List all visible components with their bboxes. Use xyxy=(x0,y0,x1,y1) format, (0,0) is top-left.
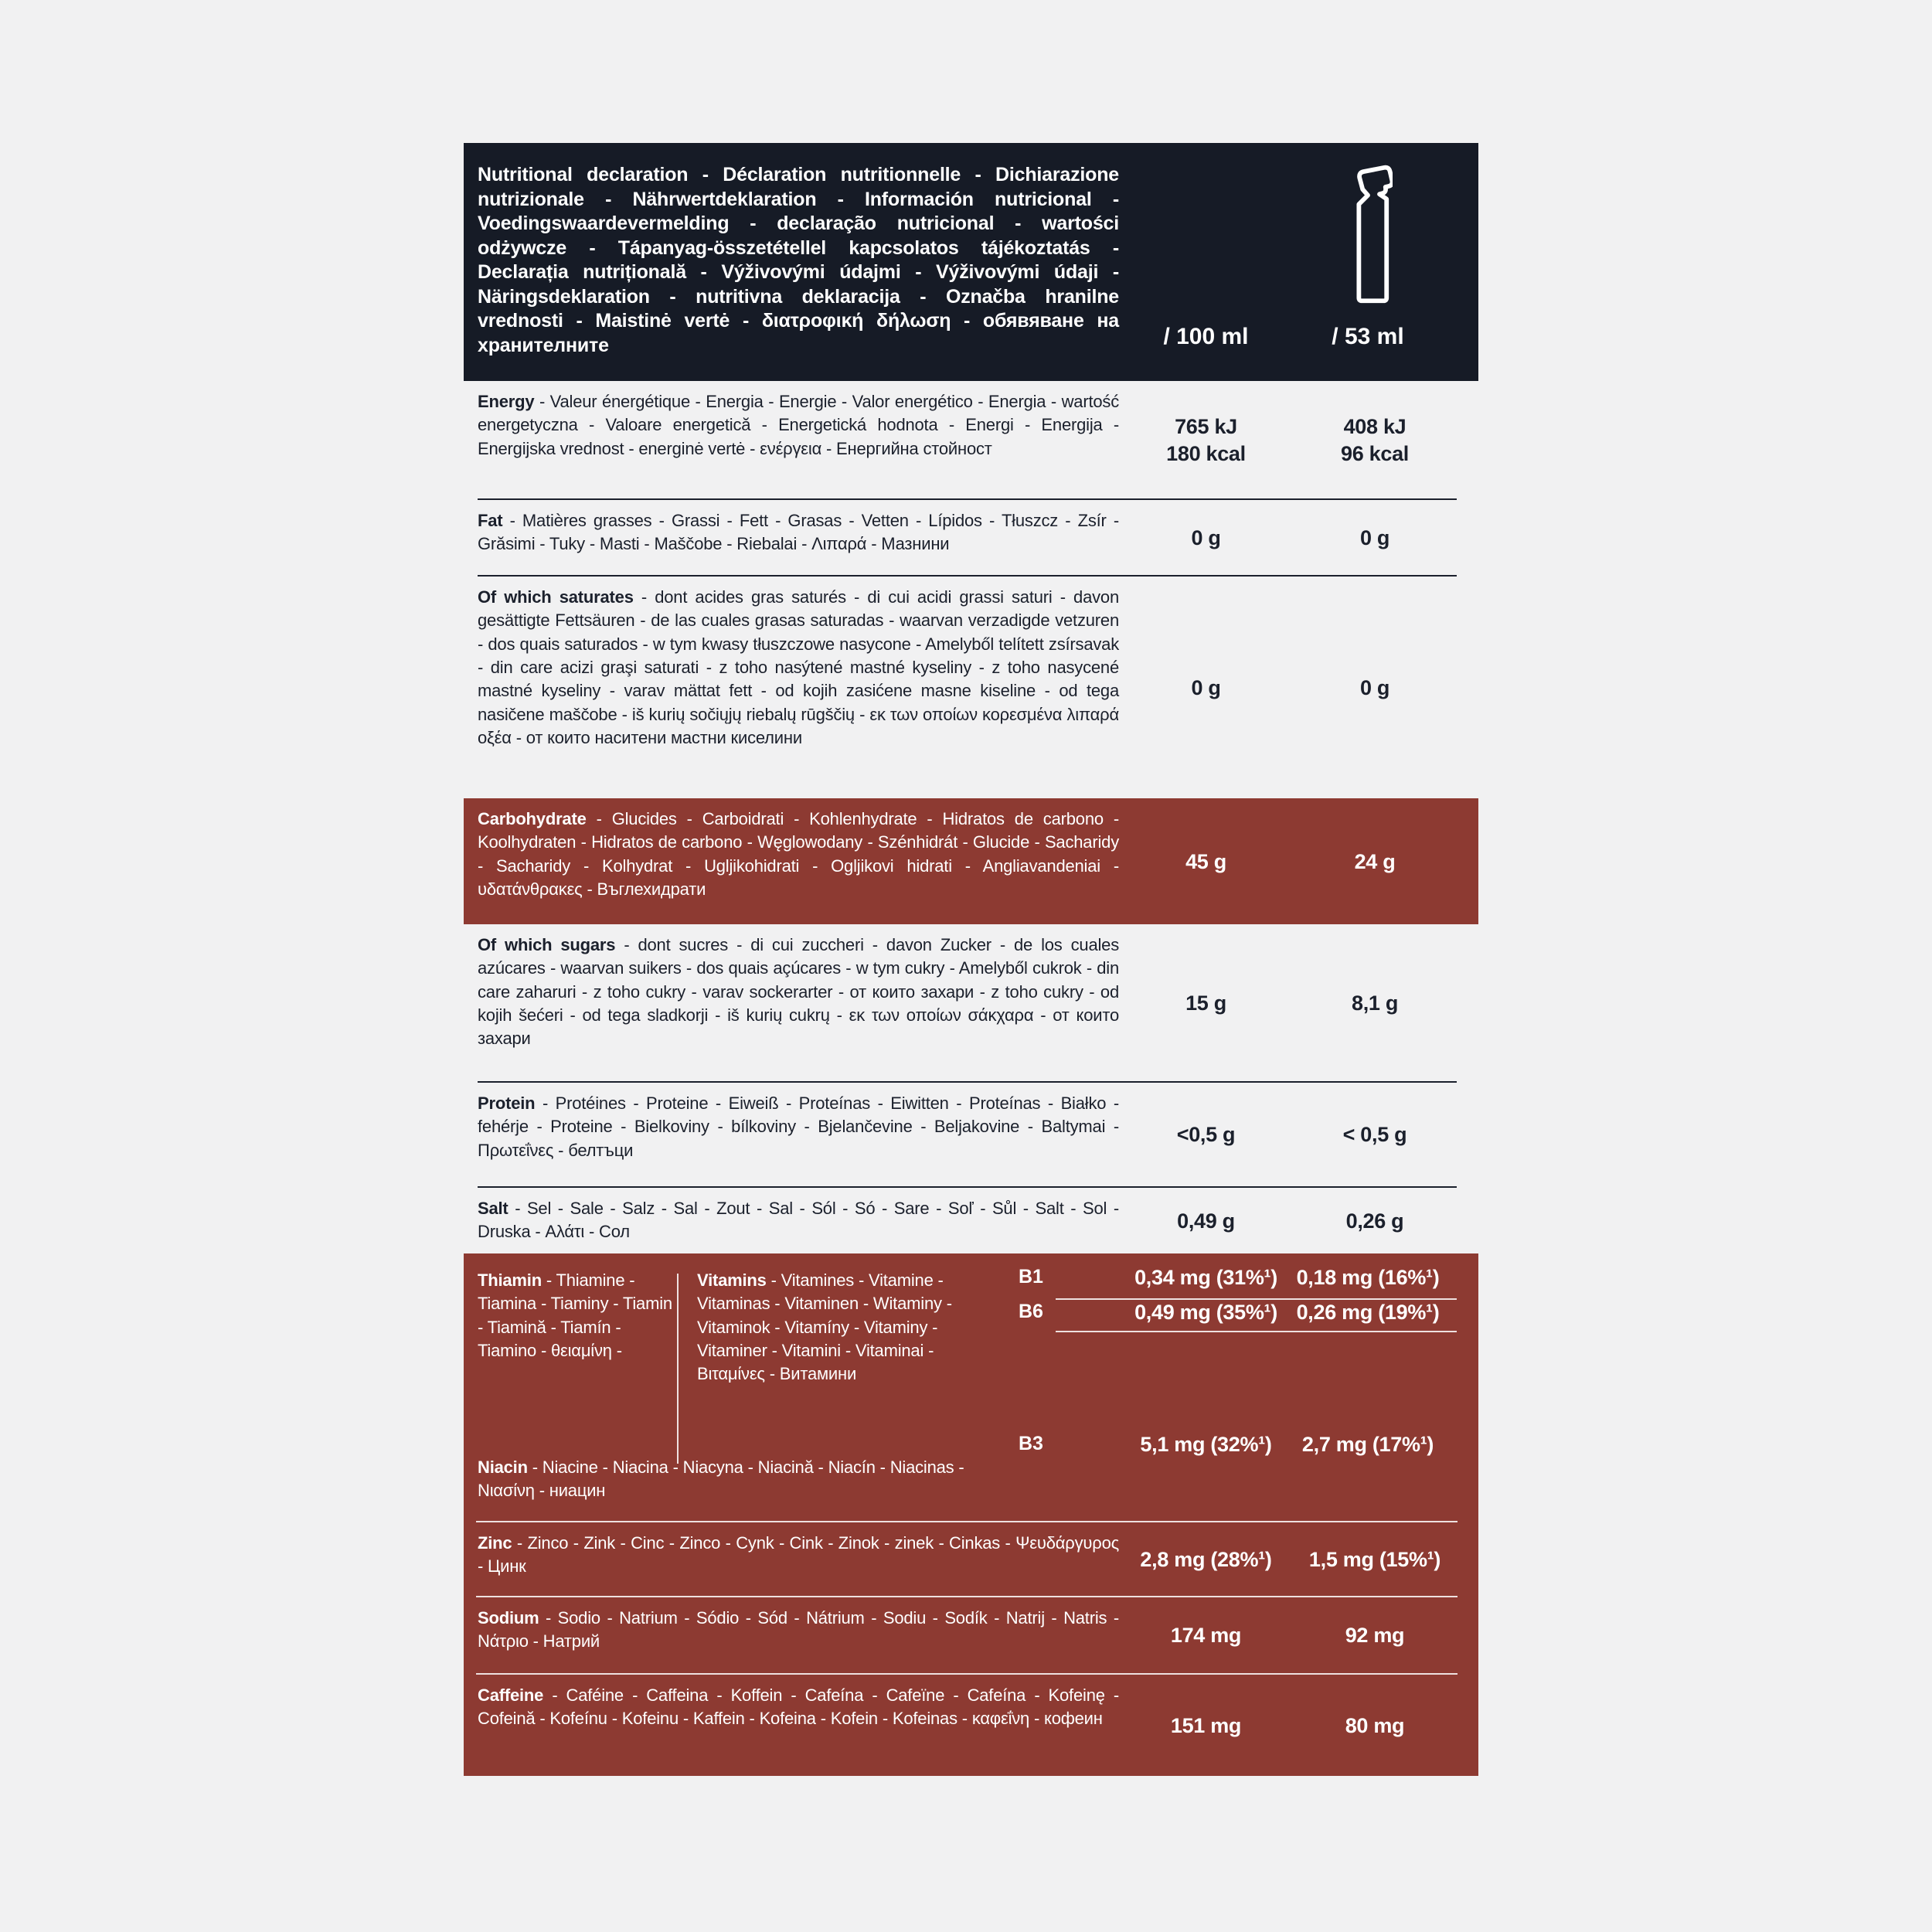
row-label: Of which sugars - dont sucres - di cui zuccheri - davon Zucker - de los cuales azúcares - waarvan suikers - dos quais açúcares - w tym cukry - Amelyből cukrok - din care zaharuri - z toho cukry - varav sockerarter - от които захари - z toho cukry - od kojih šećeri - od tega sladkorji - iš kurių cukrų - εκ των οποίων σάκχαρα - от които захари xyxy=(478,935,1119,1049)
table-header xyxy=(464,143,1478,381)
row-fat xyxy=(464,500,1478,575)
row-carbohydrate xyxy=(464,798,1478,924)
row-zinc xyxy=(464,1522,1478,1596)
value-per-53ml: 0,26 g xyxy=(1345,1209,1404,1233)
value-per-100ml: 2,8 mg (28%¹) xyxy=(1140,1547,1272,1571)
row-divider xyxy=(1056,1298,1457,1300)
row-label: Energy - Valeur énergétique - Energia - Energie - Valor energético - Energia - wartość energetyczna - Valoare energetică - Energetická hodnota - Energi - Energija - Energijska vrednost - energinė vertė - ενέργεια - Енергийна стойност xyxy=(478,392,1119,458)
value-per-53ml: 24 g xyxy=(1354,849,1396,873)
value-per-53ml: 408 kJ 96 kcal xyxy=(1341,414,1409,465)
b6-value-per-100ml: 0,49 mg (35%¹) xyxy=(1134,1301,1277,1324)
column-header-per-53ml xyxy=(1293,163,1443,381)
value-per-100ml: 151 mg xyxy=(1170,1713,1242,1737)
row-caffeine xyxy=(464,1675,1478,1776)
row-energy xyxy=(464,381,1478,498)
row-label: Carbohydrate - Glucides - Carboidrati - Kohlenhydrate - Hidratos de carbono - Koolhydraten - Hidratos de carbono - Węglowodany - Szénhidrát - Glucide - Sacharidy - Sacharidy - Kolhydrat - Ugljikohidrati - Ogljikovi hidrati - Angliavandeniai - υδατάνθρακες - Въглехидрати xyxy=(478,809,1119,900)
value-per-100ml: 0 g xyxy=(1191,675,1221,699)
b1-value-per-100ml: 0,34 mg (31%¹) xyxy=(1134,1266,1277,1289)
value-per-100ml: 765 kJ 180 kcal xyxy=(1166,414,1246,465)
column-divider xyxy=(677,1274,679,1464)
vitamins-section xyxy=(464,1253,1478,1776)
value-per-53ml: 1,5 mg (15%¹) xyxy=(1308,1547,1441,1571)
value-per-53ml: 92 mg xyxy=(1345,1624,1405,1648)
row-label: Fat - Matières grasses - Grassi - Fett - Grasas - Vetten - Lípidos - Tłuszcz - Zsír - Grăsimi - Tuky - Masti - Maščobe - Riebalai - Λιπαρά - Мазнини xyxy=(478,511,1119,554)
value-per-100ml: <0,5 g xyxy=(1176,1123,1236,1147)
row-sugars xyxy=(464,924,1478,1081)
b1-label: B1 xyxy=(1019,1266,1043,1287)
gel-flask-icon xyxy=(1343,163,1393,307)
value-per-53ml: < 0,5 g xyxy=(1342,1123,1407,1147)
row-divider xyxy=(1056,1331,1457,1332)
row-saturates xyxy=(464,577,1478,798)
b3-value-per-53ml: 2,7 mg (17%¹) xyxy=(1301,1433,1434,1456)
vitamins-label: Vitamins - Vitamines - Vitamine - Vitaminas - Vitaminen - Witaminy - Vitaminok - Vitamíny - Vitaminy - Vitaminer - Vitamini - Vitaminai - Βιταμίνες - Витамини xyxy=(697,1270,952,1384)
niacin-label: Niacin - Niacine - Niacina - Niacyna - Niacină - Niacín - Niacinas - Νιασίνη - ниацин xyxy=(478,1458,964,1501)
thiamin-label: Thiamin - Thiamine - Tiamina - Tiaminy - Tiamin - Tiamină - Tiamín - Tiamino - θειαμίνη - xyxy=(478,1270,672,1361)
value-per-100ml: 0 g xyxy=(1191,526,1221,549)
row-sodium xyxy=(464,1597,1478,1673)
b3-value-per-100ml: 5,1 mg (32%¹) xyxy=(1140,1433,1272,1456)
vitamins-block xyxy=(464,1253,1478,1521)
column-header-per-100ml xyxy=(1119,163,1293,381)
row-label: Sodium - Sodio - Natrium - Sódio - Sód - Nátrium - Sodiu - Sodík - Natrij - Natris - Νάτριο - Натрий xyxy=(478,1608,1119,1651)
b1-value-per-53ml: 0,18 mg (16%¹) xyxy=(1296,1266,1440,1289)
row-label: Zinc - Zinco - Zink - Cinc - Zinco - Cynk - Cink - Zinok - zinek - Cinkas - Ψευδάργυρος - Цинк xyxy=(478,1533,1120,1577)
header-title: Nutritional declaration - Déclaration nutritionnelle - Dichiarazione nutrizionale - Nährwertdeklaration - Información nutricional - Voedingswaardevermelding - declaração nutricional - wartości odżywcze - Tápanyag-összetétellel kapcsolatos tájékoztatás - Declarația nutrițională - Výživovými údajmi - Výživovými údaji - Näringsdeklaration - nutritivna deklaracija - Označba hranilne vrednosti - Maistinė vertė - διατροφική δήλωση - обявяване на хранителните xyxy=(478,164,1119,356)
per-53ml-label: / 53 ml xyxy=(1332,324,1404,349)
row-label: Caffeine - Caféine - Caffeina - Koffein - Cafeína - Cafeïne - Cafeína - Kofeinę - Cofeină - Kofeínu - Kofeinu - Kaffein - Kofeina - Kofein - Kofeinas - καφεΐνη - кофеин xyxy=(478,1685,1119,1729)
row-protein xyxy=(464,1083,1478,1186)
per-100ml-label: / 100 ml xyxy=(1163,324,1249,349)
value-per-53ml: 0 g xyxy=(1359,526,1390,549)
value-per-53ml: 80 mg xyxy=(1345,1713,1405,1737)
row-label: Of which saturates - dont acides gras saturés - di cui acidi grassi saturi - davon gesättigte Fettsäuren - de las cuales grasas saturadas - waarvan verzadigde vetzuren - dos quais saturados - w tym kwasy tłuszczowe nasycone - Amelyből telített zsírsavak - din care acizi graşi saturati - z toho nasýtené mastné kyseliny - z toho nasycené mastné kyseliny - varav mättat fett - od kojih zasićene masne kiseline - od tega nasičene maščobe - iš kurių sočiųjų riebalų rūgščių - εκ των οποίων κορεσμένα λιπαρά οξέα - от които наситени мастни киселини xyxy=(478,587,1119,748)
row-label: Salt - Sel - Sale - Salz - Sal - Zout - Sal - Sól - Só - Sare - Soľ - Sůl - Salt - Sol - Druska - Αλάτι - Сол xyxy=(478,1199,1119,1242)
value-per-100ml: 174 mg xyxy=(1170,1624,1242,1648)
b3-label: B3 xyxy=(1019,1433,1043,1454)
b6-label: B6 xyxy=(1019,1301,1043,1322)
value-per-100ml: 45 g xyxy=(1185,849,1226,873)
b6-value-per-53ml: 0,26 mg (19%¹) xyxy=(1296,1301,1440,1324)
row-label: Protein - Protéines - Proteine - Eiweiß - Proteínas - Eiwitten - Proteínas - Białko - fehérje - Proteine - Bielkoviny - bílkoviny - Bjelančevine - Beljakovine - Baltymai - Πρωτεΐνες - белтъци xyxy=(478,1094,1119,1160)
row-salt xyxy=(464,1188,1478,1253)
value-per-100ml: 15 g xyxy=(1185,991,1226,1015)
value-per-100ml: 0,49 g xyxy=(1177,1209,1235,1233)
nutrition-table xyxy=(464,143,1478,1776)
value-per-53ml: 8,1 g xyxy=(1351,991,1399,1015)
value-per-53ml: 0 g xyxy=(1359,675,1390,699)
